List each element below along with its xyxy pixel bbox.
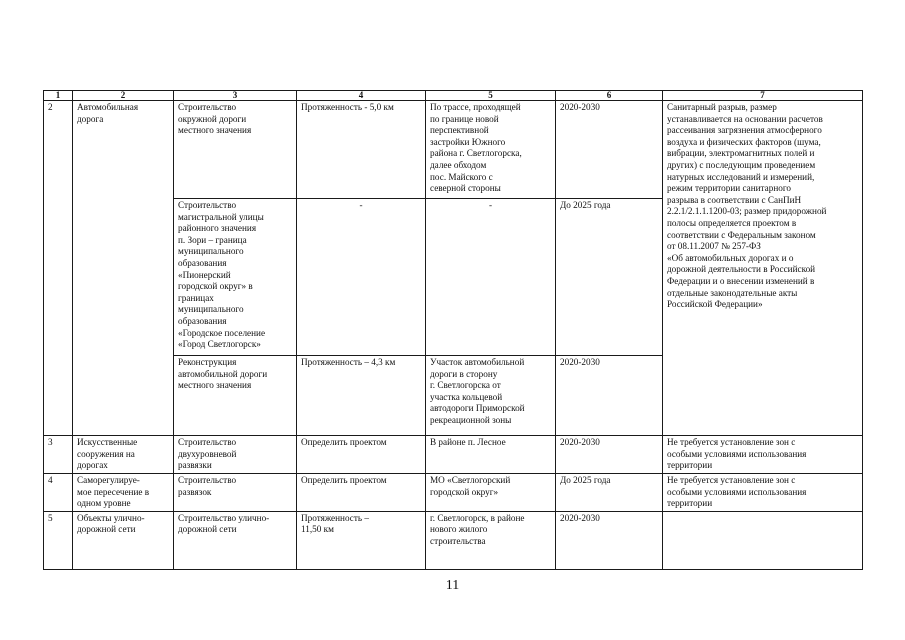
object-name: Автомобильная дорога [73,101,174,436]
parameter-cell: Протяженность – 4,3 км [297,356,426,436]
action-cell: Строительство окружной дороги местного значения [174,101,297,199]
object-name: Саморегулируе- мое пересечение в одном уровне [73,474,174,512]
object-name: Искусственные сооружения на дорогах [73,436,174,474]
table-row [44,436,863,474]
row-number: 2 [44,101,73,436]
term-cell: 2020-2030 [556,356,663,436]
page-number: 11 [445,578,460,593]
header-cell: 6 [556,91,663,101]
action-cell: Строительство развязок [174,474,297,512]
parameter-cell: - [297,199,426,356]
header-cell: 2 [73,91,174,101]
term-cell: 2020-2030 [556,511,663,569]
term-cell: До 2025 года [556,199,663,356]
action-cell: Реконструкция автомобильной дороги местного значения [174,356,297,436]
location-cell: В районе п. Лесное [426,436,556,474]
object-name: Объекты улично- дорожной сети [73,511,174,569]
row-number: 3 [44,436,73,474]
zone-cell [663,511,863,569]
road-objects-table [43,90,863,570]
header-cell: 7 [663,91,863,101]
action-cell: Строительство магистральной улицы районного значения п. Зори – граница муниципального образования «Пионерский городской округ» в границах муниципального образования «Городское поселение «Город Светлогорск» [174,199,297,356]
zone-cell: Не требуется установление зон с особыми условиями использования территории [663,436,863,474]
parameter-cell: Протяженность - 5,0 км [297,101,426,199]
location-cell: г. Светлогорск, в районе нового жилого строительства [426,511,556,569]
header-cell: 1 [44,91,73,101]
term-cell: До 2025 года [556,474,663,512]
location-cell: По трассе, проходящей по границе новой перспективной застройки Южного района г. Светлогорска, далее обходом пос. Майского с северной стороны [426,101,556,199]
header-cell: 4 [297,91,426,101]
parameter-cell: Определить проектом [297,436,426,474]
zone-cell: Не требуется установление зон с особыми условиями использования территории [663,474,863,512]
table-row [44,511,863,569]
location-cell: - [426,199,556,356]
header-cell: 3 [174,91,297,101]
header-cell: 5 [426,91,556,101]
table-row [44,474,863,512]
action-cell: Строительство улично- дорожной сети [174,511,297,569]
table-header-row [44,91,863,101]
parameter-cell: Определить проектом [297,474,426,512]
row-number: 4 [44,474,73,512]
location-cell: Участок автомобильной дороги в сторону г. Светлогорска от участка кольцевой автодороги Приморской рекреационной зоны [426,356,556,436]
zone-cell: Санитарный разрыв, размер устанавливается на основании расчетов рассеивания загрязнения атмосферного воздуха и физических факторов (шума, вибрации, электромагнитных полей и других) с последующим проведением натурных исследований и измерений, режим территории санитарного разрыва в соответствии с СанПиН 2.2.1/2.1.1.1200-03; размер придорожной полосы определяется проектом в соответствии с Федеральным законом от 08.11.2007 № 257-ФЗ «Об автомобильных дорогах и о дорожной деятельности в Российской Федерации и о внесении изменений в отдельные законодательные акты Российской Федерации» [663,101,863,436]
term-cell: 2020-2030 [556,101,663,199]
location-cell: МО «Светлогорский городской округ» [426,474,556,512]
action-cell: Строительство двухуровневой развязки [174,436,297,474]
term-cell: 2020-2030 [556,436,663,474]
table-row [44,101,863,199]
parameter-cell: Протяженность – 11,50 км [297,511,426,569]
row-number: 5 [44,511,73,569]
